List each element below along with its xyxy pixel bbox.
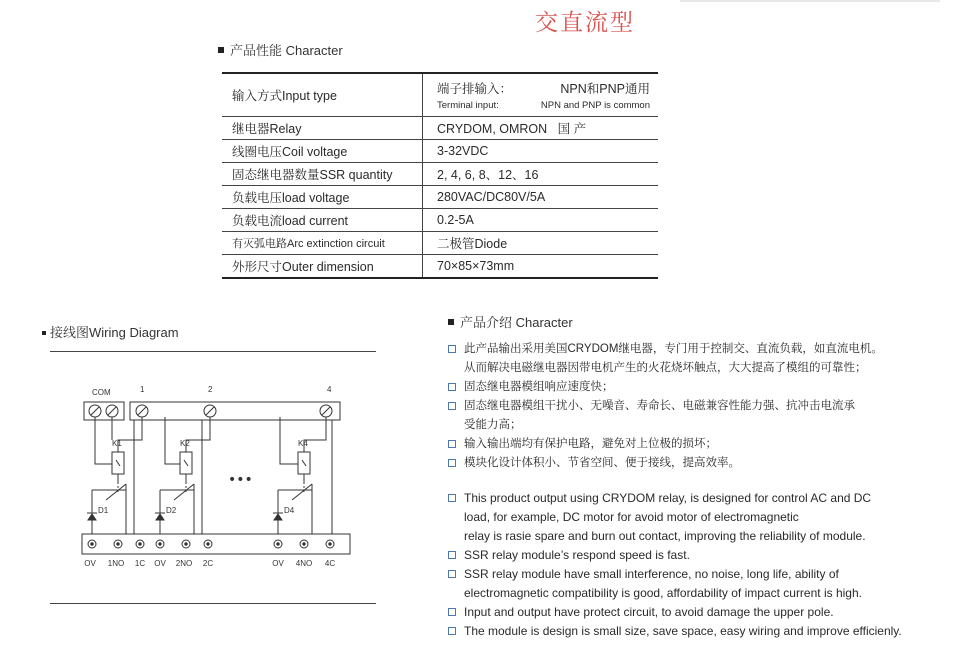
spec-label: 外形尺寸Outer dimension: [222, 255, 423, 279]
list-item: 模块化设计体积小、节省空间、便于接线，提高效率。: [448, 454, 928, 473]
spec-label: 有灭弧电路Arc extinction circuit: [222, 232, 423, 255]
spec-heading-text: 产品性能 Character: [230, 43, 343, 58]
diode-label: D1: [98, 506, 109, 515]
table-row: [222, 232, 658, 255]
diode-icon: [274, 514, 282, 520]
input-main-right: NPN和PNP通用: [560, 82, 650, 96]
checkbox-bullet-icon: [448, 459, 456, 467]
spec-label: 负载电压load voltage: [222, 186, 423, 209]
spec-label: 固态继电器数量SSR quantity: [222, 163, 423, 186]
checkbox-bullet-icon: [448, 440, 456, 448]
spec-value: 3-32VDC: [423, 140, 659, 163]
diode-icon: [88, 514, 96, 520]
checkbox-bullet-icon: [448, 627, 456, 635]
table-row: [222, 117, 658, 140]
label-t4: 4: [327, 385, 332, 394]
checkbox-bullet-icon: [448, 551, 456, 559]
table-row: [222, 140, 658, 163]
bottom-label: 1NO: [107, 559, 125, 568]
diode-icon: [156, 514, 164, 520]
bottom-label: 2NO: [175, 559, 193, 568]
relay-label: K1: [112, 439, 122, 448]
bottom-label: 4C: [324, 559, 336, 568]
input-sub-right: NPN and PNP is common: [540, 100, 650, 111]
list-item: Input and output have protect circuit, to avoid damage the upper pole.: [448, 603, 928, 622]
bottom-label: OV: [84, 559, 96, 568]
list-item: 输入输出端均有保护电路，避免对上位极的损坏；: [448, 435, 928, 454]
intro-en-list: [448, 489, 928, 641]
label-com: COM: [92, 388, 111, 397]
list-item: 此产品输出采用美国CRYDOM继电器，专门用于控制交、直流负载，如直流电机。 从而解决电磁继电器因带电机产生的火花烧坏触点，大大提高了模组的可靠性；: [448, 340, 928, 378]
input-main-left: 端子排输入：: [437, 82, 513, 96]
list-item: SSR relay module have small interference, no noise, long life, ability of electromagnetic compatibility is good, affordability of impact current is high.: [448, 565, 928, 603]
spec-label: 继电器Relay: [222, 117, 423, 140]
list-item: This product output using CRYDOM relay, is designed for control AC and DC load, for example, DC motor for avoid motor of electromagnetic relay is rasie spare and burn out contact, improving the reliability of module.: [448, 489, 928, 546]
table-row: [222, 209, 658, 232]
spec-heading: [218, 40, 343, 59]
checkbox-bullet-icon: [448, 345, 456, 353]
spec-value: 2, 4, 6, 8、12、16: [423, 163, 659, 186]
bottom-label: 2C: [202, 559, 214, 568]
bottom-label: OV: [272, 559, 284, 568]
spec-label: 输入方式Input type: [222, 73, 423, 117]
wiring-diagram: [70, 380, 360, 575]
square-bullet-icon: [42, 331, 46, 335]
spec-value: 280VAC/DC80V/5A: [423, 186, 659, 209]
list-item: The module is design is small size, save space, easy wiring and improve efficienly.: [448, 622, 928, 641]
checkbox-bullet-icon: [448, 402, 456, 410]
square-bullet-icon: [448, 319, 454, 325]
list-item: 固态继电器模组响应速度快；: [448, 378, 928, 397]
checkbox-bullet-icon: [448, 570, 456, 578]
table-row: [222, 186, 658, 209]
intro-cn-list: [448, 340, 928, 473]
relay-label: K4: [298, 439, 308, 448]
bottom-label: OV: [154, 559, 166, 568]
spec-value: 0.2-5A: [423, 209, 659, 232]
spec-value-input-type: [423, 73, 659, 117]
spec-value: CRYDOM, OMRON 国 产: [423, 117, 659, 140]
wiring-heading-text: 接线图Wiring Diagram: [50, 325, 179, 340]
table-row: [222, 73, 658, 117]
diode-label: D4: [284, 506, 295, 515]
top-terminal-block: [130, 402, 340, 420]
intro-heading: [448, 312, 573, 331]
wiring-heading: [42, 322, 179, 341]
relay-label: K2: [180, 439, 190, 448]
table-row: [222, 163, 658, 186]
table-row: [222, 255, 658, 279]
bottom-label: 4NO: [295, 559, 313, 568]
wiring-top-rule: [50, 351, 376, 352]
bottom-label: 1C: [134, 559, 146, 568]
intro-heading-text: 产品介绍 Character: [460, 315, 573, 330]
ellipsis: •••: [228, 472, 253, 488]
square-bullet-icon: [218, 47, 224, 53]
spec-value: 70×85×73mm: [423, 255, 659, 279]
list-item: SSR relay module’s respond speed is fast.: [448, 546, 928, 565]
top-decorative-line: [680, 0, 940, 2]
spec-value: 二极管Diode: [423, 232, 659, 255]
spec-label: 负载电流load current: [222, 209, 423, 232]
checkbox-bullet-icon: [448, 608, 456, 616]
spec-label: 线圈电压Coil voltage: [222, 140, 423, 163]
input-sub-left: Terminal input:: [437, 100, 499, 111]
checkbox-bullet-icon: [448, 383, 456, 391]
label-t2: 2: [208, 385, 213, 394]
spec-table: [222, 72, 658, 279]
label-t1: 1: [140, 385, 145, 394]
page-title: 交直流型: [535, 10, 635, 36]
checkbox-bullet-icon: [448, 494, 456, 502]
wiring-bottom-rule: [50, 603, 376, 604]
list-item: 固态继电器模组干扰小、无噪音、寿命长、电磁兼容性能力强、抗冲击电流承 受能力高；: [448, 397, 928, 435]
diode-label: D2: [166, 506, 177, 515]
